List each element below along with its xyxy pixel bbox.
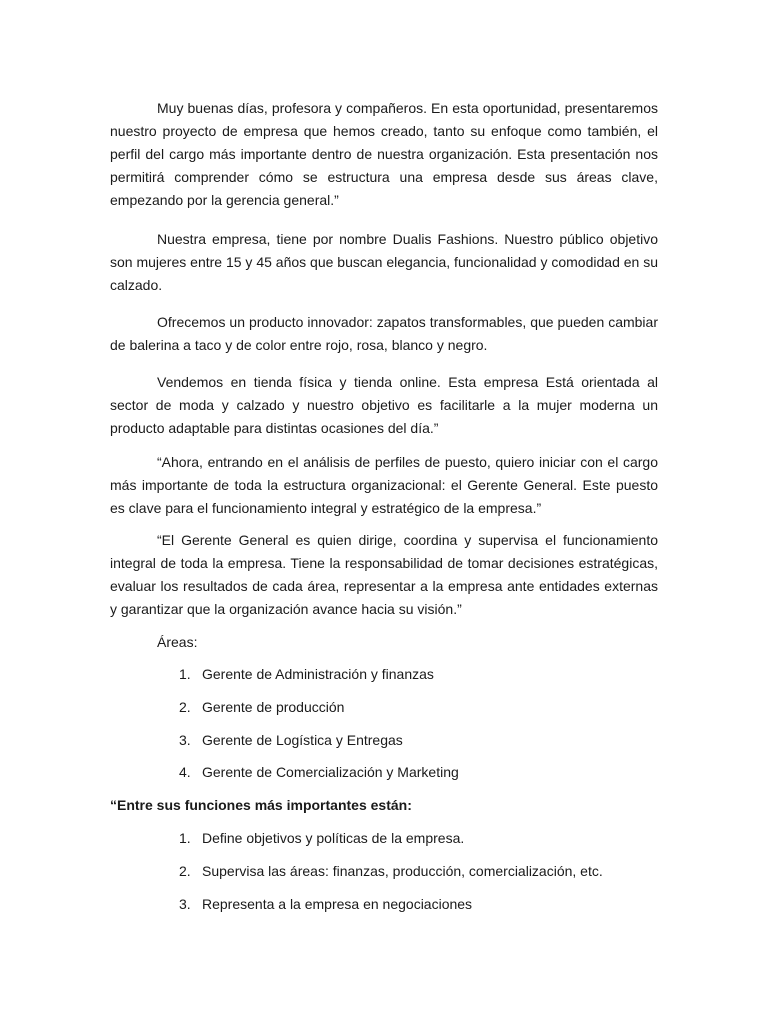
functions-heading: “Entre sus funciones más importantes están: xyxy=(110,797,412,813)
list-item-number: 3. xyxy=(179,896,191,912)
paragraph-greeting: Muy buenas días, profesora y compañeros. En esta oportunidad, presentaremos nuestro proyecto de empresa que hemos creado, tanto su enfoque como también, el perfil del cargo más importante dentro de nuestra organización. Esta presentación nos permitirá comprender cómo se estructura una empresa desde sus áreas clave, empezando por la gerencia general.” xyxy=(110,100,658,208)
list-item xyxy=(179,696,344,719)
list-item-number: 4. xyxy=(179,764,191,780)
list-item xyxy=(179,663,434,686)
paragraph-sales: Vendemos en tienda física y tienda online. Esta empresa Está orientada al sector de moda y calzado y nuestro objetivo es facilitarle a la mujer moderna un producto adaptable para distintas ocasiones del día.” xyxy=(110,374,658,436)
paragraph-general-manager: “El Gerente General es quien dirige, coordina y supervisa el funcionamiento integral de toda la empresa. Tiene la responsabilidad de tomar decisiones estratégicas, evaluar los resultados de cada área, representar a la empresa ante entidades externas y garantizar que la organización avance hacia su visión.” xyxy=(110,532,658,617)
list-item-text: Gerente de producción xyxy=(202,699,345,715)
list-item xyxy=(179,860,603,883)
list-item-text: Gerente de Administración y finanzas xyxy=(202,666,434,682)
paragraph-product: Ofrecemos un producto innovador: zapatos transformables, que pueden cambiar de balerina a taco y de color entre rojo, rosa, blanco y negro. xyxy=(110,314,658,353)
list-item-text: Representa a la empresa en negociaciones xyxy=(202,896,473,912)
list-item-text: Gerente de Logística y Entregas xyxy=(202,732,403,748)
list-item-text: Define objetivos y políticas de la empresa. xyxy=(202,830,465,846)
areas-label: Áreas: xyxy=(157,634,198,650)
list-item-text: Supervisa las áreas: finanzas, producción, comercialización, etc. xyxy=(202,863,603,879)
list-item xyxy=(179,827,464,850)
paragraph-profile-intro: “Ahora, entrando en el análisis de perfiles de puesto, quiero iniciar con el cargo más importante de toda la estructura organizacional: el Gerente General. Este puesto es clave para el funcionamiento integral y estratégico de la empresa.” xyxy=(110,454,658,516)
list-item-number: 3. xyxy=(179,732,191,748)
paragraph-company-name: Nuestra empresa, tiene por nombre Dualis Fashions. Nuestro público objetivo son mujeres entre 15 y 45 años que buscan elegancia, funcionalidad y comodidad en su calzado. xyxy=(110,231,658,293)
list-item xyxy=(179,761,459,784)
list-item xyxy=(179,729,403,752)
list-item-number: 2. xyxy=(179,699,191,715)
list-item xyxy=(179,893,472,916)
list-item-number: 1. xyxy=(179,830,191,846)
list-item-number: 2. xyxy=(179,863,191,879)
list-item-number: 1. xyxy=(179,666,191,682)
list-item-text: Gerente de Comercialización y Marketing xyxy=(202,764,459,780)
